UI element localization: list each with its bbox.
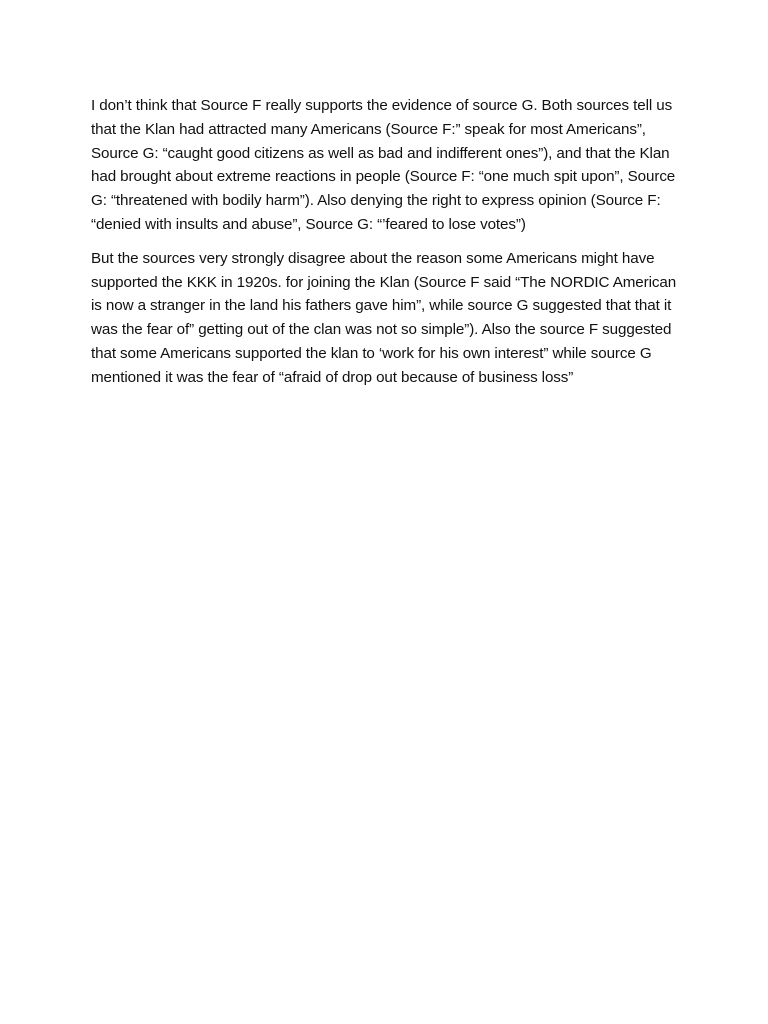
document-body	[91, 94, 681, 390]
paragraph-1: I don’t think that Source F really supports the evidence of source G. Both sources tell us that the Klan had attracted many Americans (Source F:” speak for most Americans”, Source G: “caught good citizens as well as bad and indifferent ones”), and that the Klan had brought about extreme reactions in people (Source F: “one much spit upon”, Source G: “threatened with bodily harm”). Also denying the right to express opinion (Source F: “denied with insults and abuse”, Source G: “’feared to lose votes”)	[91, 97, 676, 233]
paragraph-2: But the sources very strongly disagree about the reason some Americans might have supported the KKK in 1920s. for joining the Klan (Source F said “The NORDIC American is now a stranger in the land his fathers gave him”, while source G suggested that that it was the fear of” getting out of the clan was not so simple”). Also the source F suggested that some Americans supported the klan to ‘work for his own interest” while source G mentioned it was the fear of “afraid of drop out because of business loss”	[91, 249, 677, 386]
